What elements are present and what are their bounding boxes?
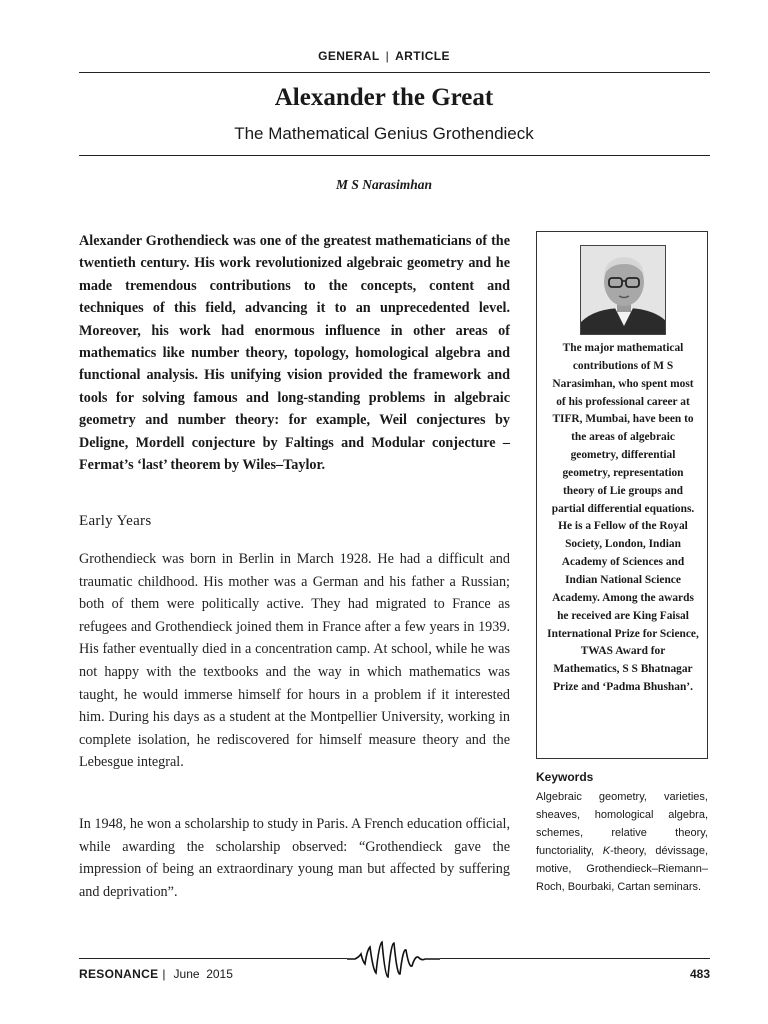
page-number: 483: [689, 967, 710, 981]
portrait-illustration: [581, 246, 666, 335]
keywords-list: [536, 788, 708, 896]
keywords-k-italic: K: [602, 845, 611, 857]
article-subtitle: The Mathematical Genius Grothendieck: [234, 124, 534, 143]
keywords-title: Keywords: [536, 770, 594, 784]
keywords-part-2: -theory, dévissage, motive, Grothendieck–Riemann–Roch, Bourbaki, Cartan seminars.: [536, 845, 708, 893]
section-label: GENERAL: [318, 49, 380, 63]
bio-caption: The major mathematical contributions of M S Narasimhan, who spent most of his professional career at TIFR, Mumbai, have been to the areas of algebraic geometry, differential geometry, representation theory of Lie groups and partial differential equations. He is a Fellow of the Royal Society, London, Indian Academy of Sciences and Indian National Science Academy. Among the awards he received are King Faisal International Prize for Science, TWAS Award for Mathematics, S S Bhatnagar Prize and ‘Padma Bhushan’.: [547, 342, 699, 694]
author-name: M S Narasimhan: [335, 177, 433, 192]
footer-journal-info: [79, 967, 233, 981]
keywords-part-1: Algebraic geometry, varieties, sheaves, homological algebra, schemes, relative theory, functoriality,: [536, 791, 708, 857]
section-header: [0, 49, 768, 63]
footer-wave-icon: [347, 940, 440, 980]
footer-separator: |: [162, 967, 166, 981]
journal-name: RESONANCE: [79, 967, 159, 981]
footer-rule-right: [440, 958, 710, 959]
section-heading: Early Years: [79, 513, 152, 529]
author-bio-box: [536, 231, 708, 759]
footer-rule-left: [79, 958, 347, 959]
body-paragraph-1: Grothendieck was born in Berlin in March 1928. He had a difficult and traumatic childhood. His mother was a German and his father a Russian; both of them were politically active. They had migrated to France as refugees and Grothendieck joined them in France after a few years in 1939. His father eventually died in a concentration camp. At school, while he was not happy with the textbooks and the way in which mathematics was taught, he would immerse himself for hours in a problem if it interested him. During his days as a student at the Montpellier University, working in complete isolation, he rediscovered for himself measure theory and the Lebesgue integral.: [79, 551, 510, 771]
article-type-label: ARTICLE: [395, 49, 450, 63]
abstract: Alexander Grothendieck was one of the greatest mathematicians of the twentieth century. His work revolutionized algebraic geometry and he made tremendous contributions to the concepts, content and techniques of this field, advancing it to an unprecedented level. Moreover, his work had enormous influence in other areas of mathematics like number theory, topology, homological algebra and functional analysis. His unifying vision provided the framework and tools for solving famous and long-standing problems in algebraic geometry and number theory: for example, Weil conjectures by Deligne, Mordell conjecture by Faltings and Modular conjecture – Fermat’s ‘last’ theorem by Wiles–Taylor.: [79, 233, 510, 474]
author-portrait: [580, 245, 666, 335]
issue-date: June 2015: [173, 967, 233, 981]
header-separator: |: [385, 49, 390, 63]
header-rule: [79, 72, 710, 73]
title-rule: [79, 155, 710, 156]
article-title: Alexander the Great: [274, 84, 494, 111]
body-paragraph-2: In 1948, he won a scholarship to study in Paris. A French education official, while awarding the scholarship observed: “Grothendieck gave the impression of being an extraordinary young man but affected by suffering and deprivation”.: [79, 816, 510, 900]
